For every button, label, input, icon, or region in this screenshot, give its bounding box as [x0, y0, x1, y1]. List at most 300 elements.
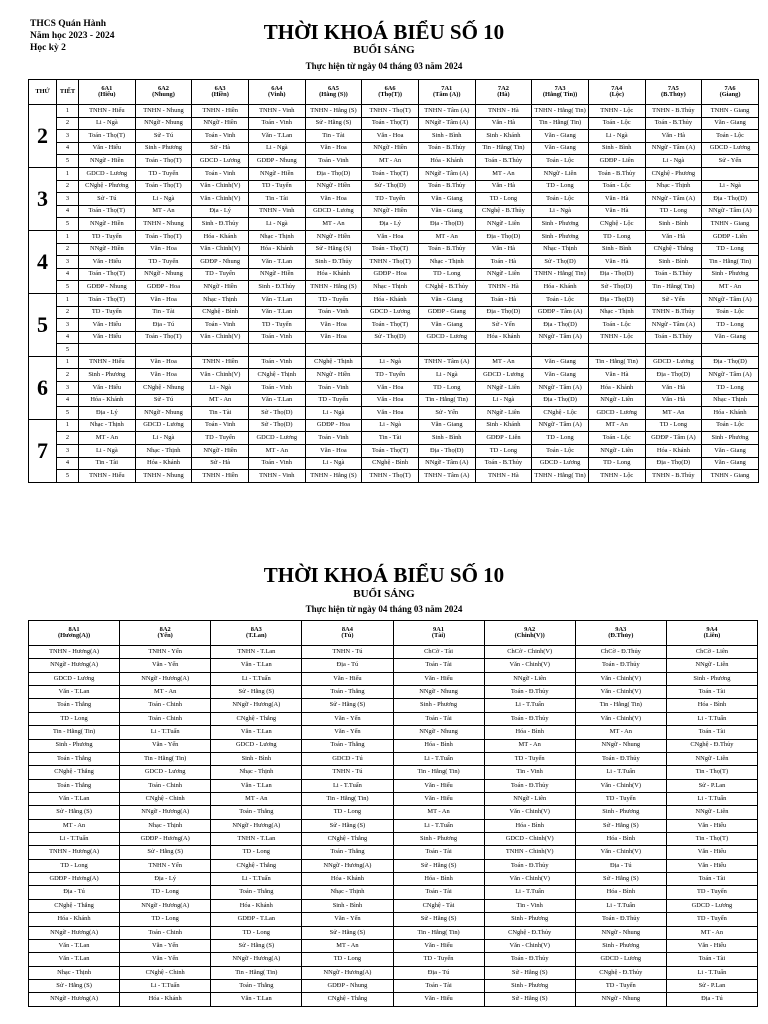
table-cell: Li - T.Tuấn: [575, 766, 666, 779]
table-cell: Văn - Hà: [645, 230, 702, 243]
table-cell: Văn - Hoa: [362, 230, 419, 243]
class-teacher: (Tài): [431, 632, 446, 639]
table-cell: Văn - Chinh(V): [192, 180, 249, 193]
table-cell: TNHN - Hiền: [192, 105, 249, 118]
table-cell: Tin - Hằng( Tin): [418, 394, 475, 407]
table-row: [29, 993, 758, 1006]
table-cell: Địa - Lý: [120, 873, 211, 886]
table-cell: Tin - Tài: [305, 130, 362, 143]
table-cell: NNgữ - Liên: [484, 792, 575, 805]
table-cell: NNgữ - Liên: [588, 445, 645, 458]
table-cell: [305, 344, 362, 357]
table-cell: Văn - Chinh(V): [192, 369, 249, 382]
class-code: 7A4: [611, 84, 623, 92]
table-cell: Văn - Giang: [418, 205, 475, 218]
table-cell: Địa - Thọ(D): [475, 306, 532, 319]
table-cell: TNHN - Nhung: [135, 105, 192, 118]
table-cell: NNgữ - Hương(A): [29, 993, 120, 1006]
table-cell: Li - T.Tuấn: [484, 886, 575, 899]
table-cell: Hóa - Khánh: [211, 899, 302, 912]
period-cell: 5: [57, 281, 79, 294]
table-cell: GDCD - Lương: [645, 356, 702, 369]
timetable-grade-6-7: [28, 79, 759, 483]
table-cell: TD - Tuyến: [135, 167, 192, 180]
table-cell: CNghệ - Lộc: [588, 218, 645, 231]
table-cell: TD - Long: [645, 205, 702, 218]
table-cell: GDCD - Lương: [666, 899, 757, 912]
table-row: [29, 281, 759, 294]
table-cell: NNgữ - Liên: [475, 268, 532, 281]
class-code: 9A3: [615, 625, 627, 633]
table-cell: TNHN - T.Lan: [211, 833, 302, 846]
table-cell: Toán - Lộc: [532, 193, 589, 206]
table-cell: Toán - Vinh: [305, 306, 362, 319]
table-cell: TNHN - B.Thủy: [645, 306, 702, 319]
table-cell: Hóa - Khánh: [79, 394, 136, 407]
table-cell: Hóa - Khánh: [645, 445, 702, 458]
day-cell: 2: [29, 105, 57, 168]
table-cell: TD - Long: [302, 953, 393, 966]
table-cell: Tin - Tài: [79, 457, 136, 470]
table-cell: Địa - Lý: [79, 407, 136, 420]
table-cell: Tin - Hằng( Tin): [475, 142, 532, 155]
table-cell: Tin - Hằng( Tin): [575, 699, 666, 712]
day-cell: 6: [29, 356, 57, 419]
class-code: 7A2: [497, 84, 509, 92]
table-cell: TD - Long: [532, 180, 589, 193]
class-teacher: (Yến): [157, 632, 173, 639]
table-cell: Địa - Thọ(D): [418, 218, 475, 231]
table-cell: Hóa - Khánh: [248, 243, 305, 256]
table-cell: TD - Long: [120, 886, 211, 899]
header-class: [211, 621, 302, 646]
table-cell: Hóa - Khánh: [135, 457, 192, 470]
table-cell: Li - T.Tuấn: [302, 779, 393, 792]
table-cell: Sinh - Phương: [79, 369, 136, 382]
table-cell: Văn - Chinh(V): [484, 806, 575, 819]
table-cell: Văn - T.Lan: [29, 939, 120, 952]
table-row: [29, 699, 758, 712]
table-cell: Toán - Vinh: [248, 117, 305, 130]
period-cell: 2: [57, 432, 79, 445]
table-cell: Văn - Yến: [302, 913, 393, 926]
table-cell: Văn - Giang: [418, 319, 475, 332]
period-cell: 1: [57, 167, 79, 180]
table-cell: GDCD - Lương: [192, 155, 249, 168]
table-cell: Toán - B.Thủy: [475, 155, 532, 168]
table-cell: Văn - Giang: [532, 142, 589, 155]
table-cell: Sinh - Phương: [532, 218, 589, 231]
table-cell: MT - An: [248, 445, 305, 458]
table-cell: GDĐP - Hương(A): [29, 873, 120, 886]
table-cell: GDCD - Tú: [302, 752, 393, 765]
table-cell: NNgữ - Liên: [475, 407, 532, 420]
table-cell: NNgữ - Hiền: [79, 243, 136, 256]
header-class: [120, 621, 211, 646]
period-cell: 5: [57, 407, 79, 420]
table-cell: NNgữ - Hương(A): [120, 899, 211, 912]
table-cell: MT - An: [211, 792, 302, 805]
table-row: [29, 293, 759, 306]
table-cell: Toán - Đ.Thủy: [484, 953, 575, 966]
table-cell: ChCờ - Đ.Thủy: [575, 646, 666, 659]
table-cell: NNgữ - Liên: [588, 394, 645, 407]
table-cell: Li - T.Tuấn: [211, 672, 302, 685]
table-cell: CNghệ - Tài: [393, 899, 484, 912]
table-cell: Văn - Chinh(V): [484, 939, 575, 952]
table-cell: Li - Ngà: [362, 356, 419, 369]
table-cell: GDĐP - Nhung: [302, 979, 393, 992]
class-teacher: (Tâm (A)): [433, 91, 461, 98]
table-cell: Văn - Giang: [418, 293, 475, 306]
table-cell: NNgữ - Nhung: [135, 117, 192, 130]
table-cell: Văn - Giang: [702, 445, 759, 458]
table-cell: Toán - Lộc: [532, 445, 589, 458]
table-cell: Văn - Hoa: [305, 319, 362, 332]
table-cell: Toán - Tài: [393, 846, 484, 859]
table-cell: TD - Tuyến: [79, 306, 136, 319]
table-cell: Văn - T.Lan: [211, 726, 302, 739]
table-cell: Văn - Giang: [418, 419, 475, 432]
table-cell: Sử - Thọ(D): [248, 407, 305, 420]
table-cell: TD - Long: [702, 382, 759, 395]
table-cell: Tin - Hằng( Tin): [702, 256, 759, 269]
class-teacher: (Vinh): [268, 91, 286, 98]
table-cell: NNgữ - Liên: [484, 672, 575, 685]
table-cell: Sinh - Đ.Thủy: [192, 218, 249, 231]
table-cell: Văn - Hà: [588, 369, 645, 382]
table-cell: MT - An: [645, 407, 702, 420]
table-cell: Li - Ngà: [192, 382, 249, 395]
table-cell: Toán - B.Thủy: [418, 180, 475, 193]
period-cell: 2: [57, 243, 79, 256]
table-cell: Hóa - Bình: [393, 739, 484, 752]
table-cell: Văn - Yến: [120, 659, 211, 672]
table-cell: Văn - Hà: [475, 180, 532, 193]
table-row: [29, 155, 759, 168]
table-cell: TD - Long: [475, 193, 532, 206]
table-cell: Văn - Yến: [120, 953, 211, 966]
school-year: Năm học 2023 - 2024: [30, 31, 115, 41]
header-class: [418, 80, 475, 105]
table-cell: CNghệ - Thắng: [29, 899, 120, 912]
table-cell: Toán - Thọ(T): [79, 205, 136, 218]
table-cell: TD - Tuyến: [362, 193, 419, 206]
table-cell: [702, 344, 759, 357]
table-row: [29, 672, 758, 685]
period-cell: 5: [57, 218, 79, 231]
table-cell: Li - T.Tuấn: [666, 712, 757, 725]
period-cell: 3: [57, 382, 79, 395]
table-cell: Sinh - Bình: [588, 243, 645, 256]
table-cell: Toán - B.Thủy: [418, 142, 475, 155]
table-cell: Sinh - Phương: [135, 142, 192, 155]
table-cell: TD - Long: [120, 913, 211, 926]
table-row: [29, 819, 758, 832]
table-cell: Tin - Hằng( Tin): [393, 926, 484, 939]
table-row: [29, 966, 758, 979]
table-cell: Toán - Thọ(T): [135, 331, 192, 344]
table-cell: NNgữ - Liên: [666, 659, 757, 672]
table-cell: Tin - Tài: [192, 407, 249, 420]
table-cell: Văn - Hoa: [135, 369, 192, 382]
table-row: [29, 319, 759, 332]
table-cell: TNHN - Tú: [302, 766, 393, 779]
table-cell: Li - Ngà: [588, 130, 645, 143]
class-teacher: (Chinh(V)): [514, 632, 545, 639]
table-cell: TNHN - Giang: [702, 105, 759, 118]
table-row: [29, 752, 758, 765]
table-cell: Toán - Đ.Thủy: [575, 913, 666, 926]
table-cell: Li - T.Tuấn: [666, 966, 757, 979]
class-code: 7A1: [441, 84, 453, 92]
table-cell: [248, 344, 305, 357]
class-code: 7A6: [724, 84, 736, 92]
class-code: 9A1: [433, 625, 445, 633]
table-cell: Văn - Hoa: [305, 445, 362, 458]
table-row: [29, 873, 758, 886]
table-cell: Li - T.Tuấn: [393, 819, 484, 832]
school-name: THCS Quán Hành: [30, 19, 107, 29]
table-row: [29, 193, 759, 206]
table-cell: TD - Long: [211, 926, 302, 939]
class-teacher: (B.Thủy): [661, 91, 686, 98]
table-cell: Toán - Tài: [666, 873, 757, 886]
table-cell: Toán - B.Thủy: [475, 457, 532, 470]
table-cell: CNghệ - B.Thủy: [418, 281, 475, 294]
table-cell: Tin - Hằng( Tin): [29, 726, 120, 739]
day-cell: 5: [29, 293, 57, 356]
table-cell: Văn - Hoa: [362, 394, 419, 407]
table-cell: Toán - Đ.Thủy: [575, 752, 666, 765]
table-row: [29, 256, 759, 269]
table-cell: GDĐP - T.Lan: [211, 913, 302, 926]
table-row: [29, 205, 759, 218]
table-cell: NNgữ - Tâm (A): [418, 167, 475, 180]
table-cell: Văn - Chinh(V): [192, 331, 249, 344]
table-cell: NNgữ - Hương(A): [120, 806, 211, 819]
table-cell: Sinh - Phương: [29, 739, 120, 752]
table-cell: Toán - Vinh: [305, 432, 362, 445]
class-teacher: (Hiếu): [98, 91, 116, 98]
table-cell: Văn - Yến: [302, 726, 393, 739]
table-cell: Văn - Giang: [532, 356, 589, 369]
header-class: [135, 80, 192, 105]
table-cell: Toán - Vinh: [305, 155, 362, 168]
table-cell: Toán - Đ.Thủy: [484, 779, 575, 792]
table-cell: Văn - T.Lan: [248, 306, 305, 319]
table-row: [29, 394, 759, 407]
table-cell: TD - Long: [302, 806, 393, 819]
table-cell: TD - Long: [29, 859, 120, 872]
table-cell: Toán - Lộc: [702, 130, 759, 143]
table-cell: NNgữ - Tâm (A): [418, 117, 475, 130]
table-cell: TNHN - Hiếu: [79, 356, 136, 369]
table-cell: Sinh - Bình: [588, 142, 645, 155]
table-cell: Hóa - Khánh: [532, 281, 589, 294]
table-cell: Tin - Hằng( Tin): [120, 752, 211, 765]
period-cell: 2: [57, 117, 79, 130]
table-cell: CNghệ - Thắng: [29, 766, 120, 779]
table-row: [29, 739, 758, 752]
table-cell: Li - Ngà: [362, 419, 419, 432]
table-cell: CNghệ - Bình: [362, 457, 419, 470]
class-code: 8A1: [68, 625, 80, 633]
class-code: 9A2: [524, 625, 536, 633]
table-cell: Toán - Thắng: [211, 979, 302, 992]
table-cell: Toán - Thọ(T): [362, 319, 419, 332]
table-row: [29, 445, 759, 458]
header-class: [588, 80, 645, 105]
table-cell: TD - Tuyến: [248, 319, 305, 332]
table-cell: TNHN - B.Thủy: [645, 105, 702, 118]
table-cell: CNghệ - Thịnh: [248, 369, 305, 382]
table-cell: Sử - Hằng (S): [302, 819, 393, 832]
table-cell: TD - Long: [29, 712, 120, 725]
table-cell: GDĐP - Giang: [418, 306, 475, 319]
table-cell: MT - An: [305, 218, 362, 231]
table-cell: GDCD - Lương: [211, 739, 302, 752]
table-cell: Toán - Thọ(T): [362, 117, 419, 130]
table-cell: Sinh - Bình: [418, 130, 475, 143]
table-cell: Toán - Lộc: [702, 306, 759, 319]
table-cell: Địa - Lý: [192, 205, 249, 218]
table-cell: Li - Ngà: [135, 193, 192, 206]
table-cell: Sử - Thọ(D): [362, 180, 419, 193]
table-cell: Sử - Hằng (S): [393, 913, 484, 926]
table-cell: Văn - Hiếu: [393, 779, 484, 792]
table-cell: ChCờ - Chinh(V): [484, 646, 575, 659]
table-cell: [418, 344, 475, 357]
table-cell: MT - An: [475, 167, 532, 180]
table-cell: Toán - Vinh: [192, 319, 249, 332]
table-cell: Toán - Lộc: [588, 432, 645, 445]
table-cell: TD - Tuyến: [192, 432, 249, 445]
table-cell: Hóa - Khánh: [120, 993, 211, 1006]
table-cell: TNHN - Tâm (A): [418, 470, 475, 483]
table-cell: Nhạc - Thịnh: [211, 766, 302, 779]
table-cell: NNgữ - Hiền: [305, 230, 362, 243]
table-cell: TNHN - Nhung: [135, 470, 192, 483]
table-cell: Tin - Hằng( Tin): [302, 792, 393, 805]
header-class: [475, 80, 532, 105]
table-cell: Văn - Hiếu: [79, 382, 136, 395]
table-cell: NNgữ - Tâm (A): [702, 369, 759, 382]
table-cell: Toán - Tài: [393, 712, 484, 725]
period-cell: 4: [57, 331, 79, 344]
table-row: [29, 806, 758, 819]
table-cell: Sử - Yến: [418, 407, 475, 420]
table-cell: Văn - Hiếu: [79, 256, 136, 269]
table-cell: Hóa - Khánh: [702, 407, 759, 420]
table-cell: Sử - Hằng (S): [211, 686, 302, 699]
table-row: [29, 766, 758, 779]
table-cell: GDCD - Lương: [588, 407, 645, 420]
table-cell: Sử - Hà: [192, 457, 249, 470]
table-cell: CNghệ - Chinh: [120, 966, 211, 979]
table-cell: NNgữ - Tâm (A): [702, 293, 759, 306]
table-cell: Hóa - Khánh: [29, 913, 120, 926]
table-cell: Văn - Yến: [302, 712, 393, 725]
table-cell: Toán - Vinh: [248, 457, 305, 470]
table-cell: Văn - T.Lan: [248, 394, 305, 407]
table-cell: TD - Long: [645, 419, 702, 432]
table-cell: Sinh - Phương: [484, 913, 575, 926]
table-cell: TNHN - Thọ(T): [362, 105, 419, 118]
table-cell: Văn - Chinh(V): [575, 672, 666, 685]
table-row: [29, 218, 759, 231]
table-row: [29, 939, 758, 952]
table-cell: Văn - Giang: [532, 369, 589, 382]
table-cell: MT - An: [120, 686, 211, 699]
table-cell: Văn - T.Lan: [211, 993, 302, 1006]
table-cell: NNgữ - Tâm (A): [645, 319, 702, 332]
table-cell: Địa - Tú: [29, 886, 120, 899]
table-row: [29, 432, 759, 445]
table-cell: Văn - Hiếu: [79, 319, 136, 332]
table-cell: TD - Tuyến: [362, 369, 419, 382]
table-cell: MT - An: [575, 726, 666, 739]
table-cell: NNgữ - Tâm (A): [645, 193, 702, 206]
table-cell: CNghệ - Bình: [192, 306, 249, 319]
table-cell: GDĐP - Hoa: [305, 419, 362, 432]
table-cell: GDĐP - Liên: [588, 155, 645, 168]
table-cell: Văn - Chinh(V): [575, 779, 666, 792]
table-cell: Toán - B.Thủy: [645, 331, 702, 344]
table-cell: Sinh - Đ.Thủy: [248, 281, 305, 294]
table-cell: MT - An: [135, 205, 192, 218]
table-cell: NNgữ - Hương(A): [302, 859, 393, 872]
table-cell: Văn - Hiếu: [666, 846, 757, 859]
table-row: [29, 686, 758, 699]
table-cell: GDĐP - Tâm (A): [532, 306, 589, 319]
table-row: [29, 457, 759, 470]
table-cell: Toán - B.Thủy: [645, 117, 702, 130]
table-cell: Văn - Hiếu: [393, 672, 484, 685]
table-cell: Văn - Hiếu: [393, 993, 484, 1006]
table-cell: NNgữ - Liên: [532, 167, 589, 180]
table-cell: Toán - Thọ(T): [135, 180, 192, 193]
table-cell: Văn - Yến: [120, 739, 211, 752]
table-cell: Sinh - Bình: [645, 256, 702, 269]
table-cell: Văn - Giang: [702, 331, 759, 344]
table-cell: NNgữ - Tâm (A): [645, 142, 702, 155]
table-row: [29, 407, 759, 420]
table-cell: Li - T.Tuấn: [29, 833, 120, 846]
table-row: [29, 659, 758, 672]
table-cell: Sử - Hằng (S): [211, 939, 302, 952]
table-cell: Toán - Thọ(T): [362, 445, 419, 458]
table-cell: GDCD - Lương: [362, 306, 419, 319]
table-cell: Li - Ngà: [79, 117, 136, 130]
table-cell: Sử - Tú: [135, 394, 192, 407]
semester: Học kỳ 2: [30, 43, 66, 53]
table-cell: TD - Tuyến: [192, 268, 249, 281]
table-cell: Sử - Hằng (S): [484, 993, 575, 1006]
table-cell: Toán - Thọ(T): [135, 230, 192, 243]
table-cell: Sử - Hằng (S): [484, 966, 575, 979]
table-cell: Địa - Thọ(D): [588, 268, 645, 281]
table-cell: Địa - Thọ(D): [475, 230, 532, 243]
table-cell: Li - T.Tuấn: [120, 979, 211, 992]
table-cell: Văn - Hiếu: [393, 792, 484, 805]
period-cell: 1: [57, 230, 79, 243]
table-cell: TD - Long: [211, 846, 302, 859]
table-row: [29, 712, 758, 725]
table-cell: GDCD - Chinh(V): [484, 833, 575, 846]
table-cell: Toán - Chinh: [120, 699, 211, 712]
header-thu: THỨ: [29, 80, 57, 105]
